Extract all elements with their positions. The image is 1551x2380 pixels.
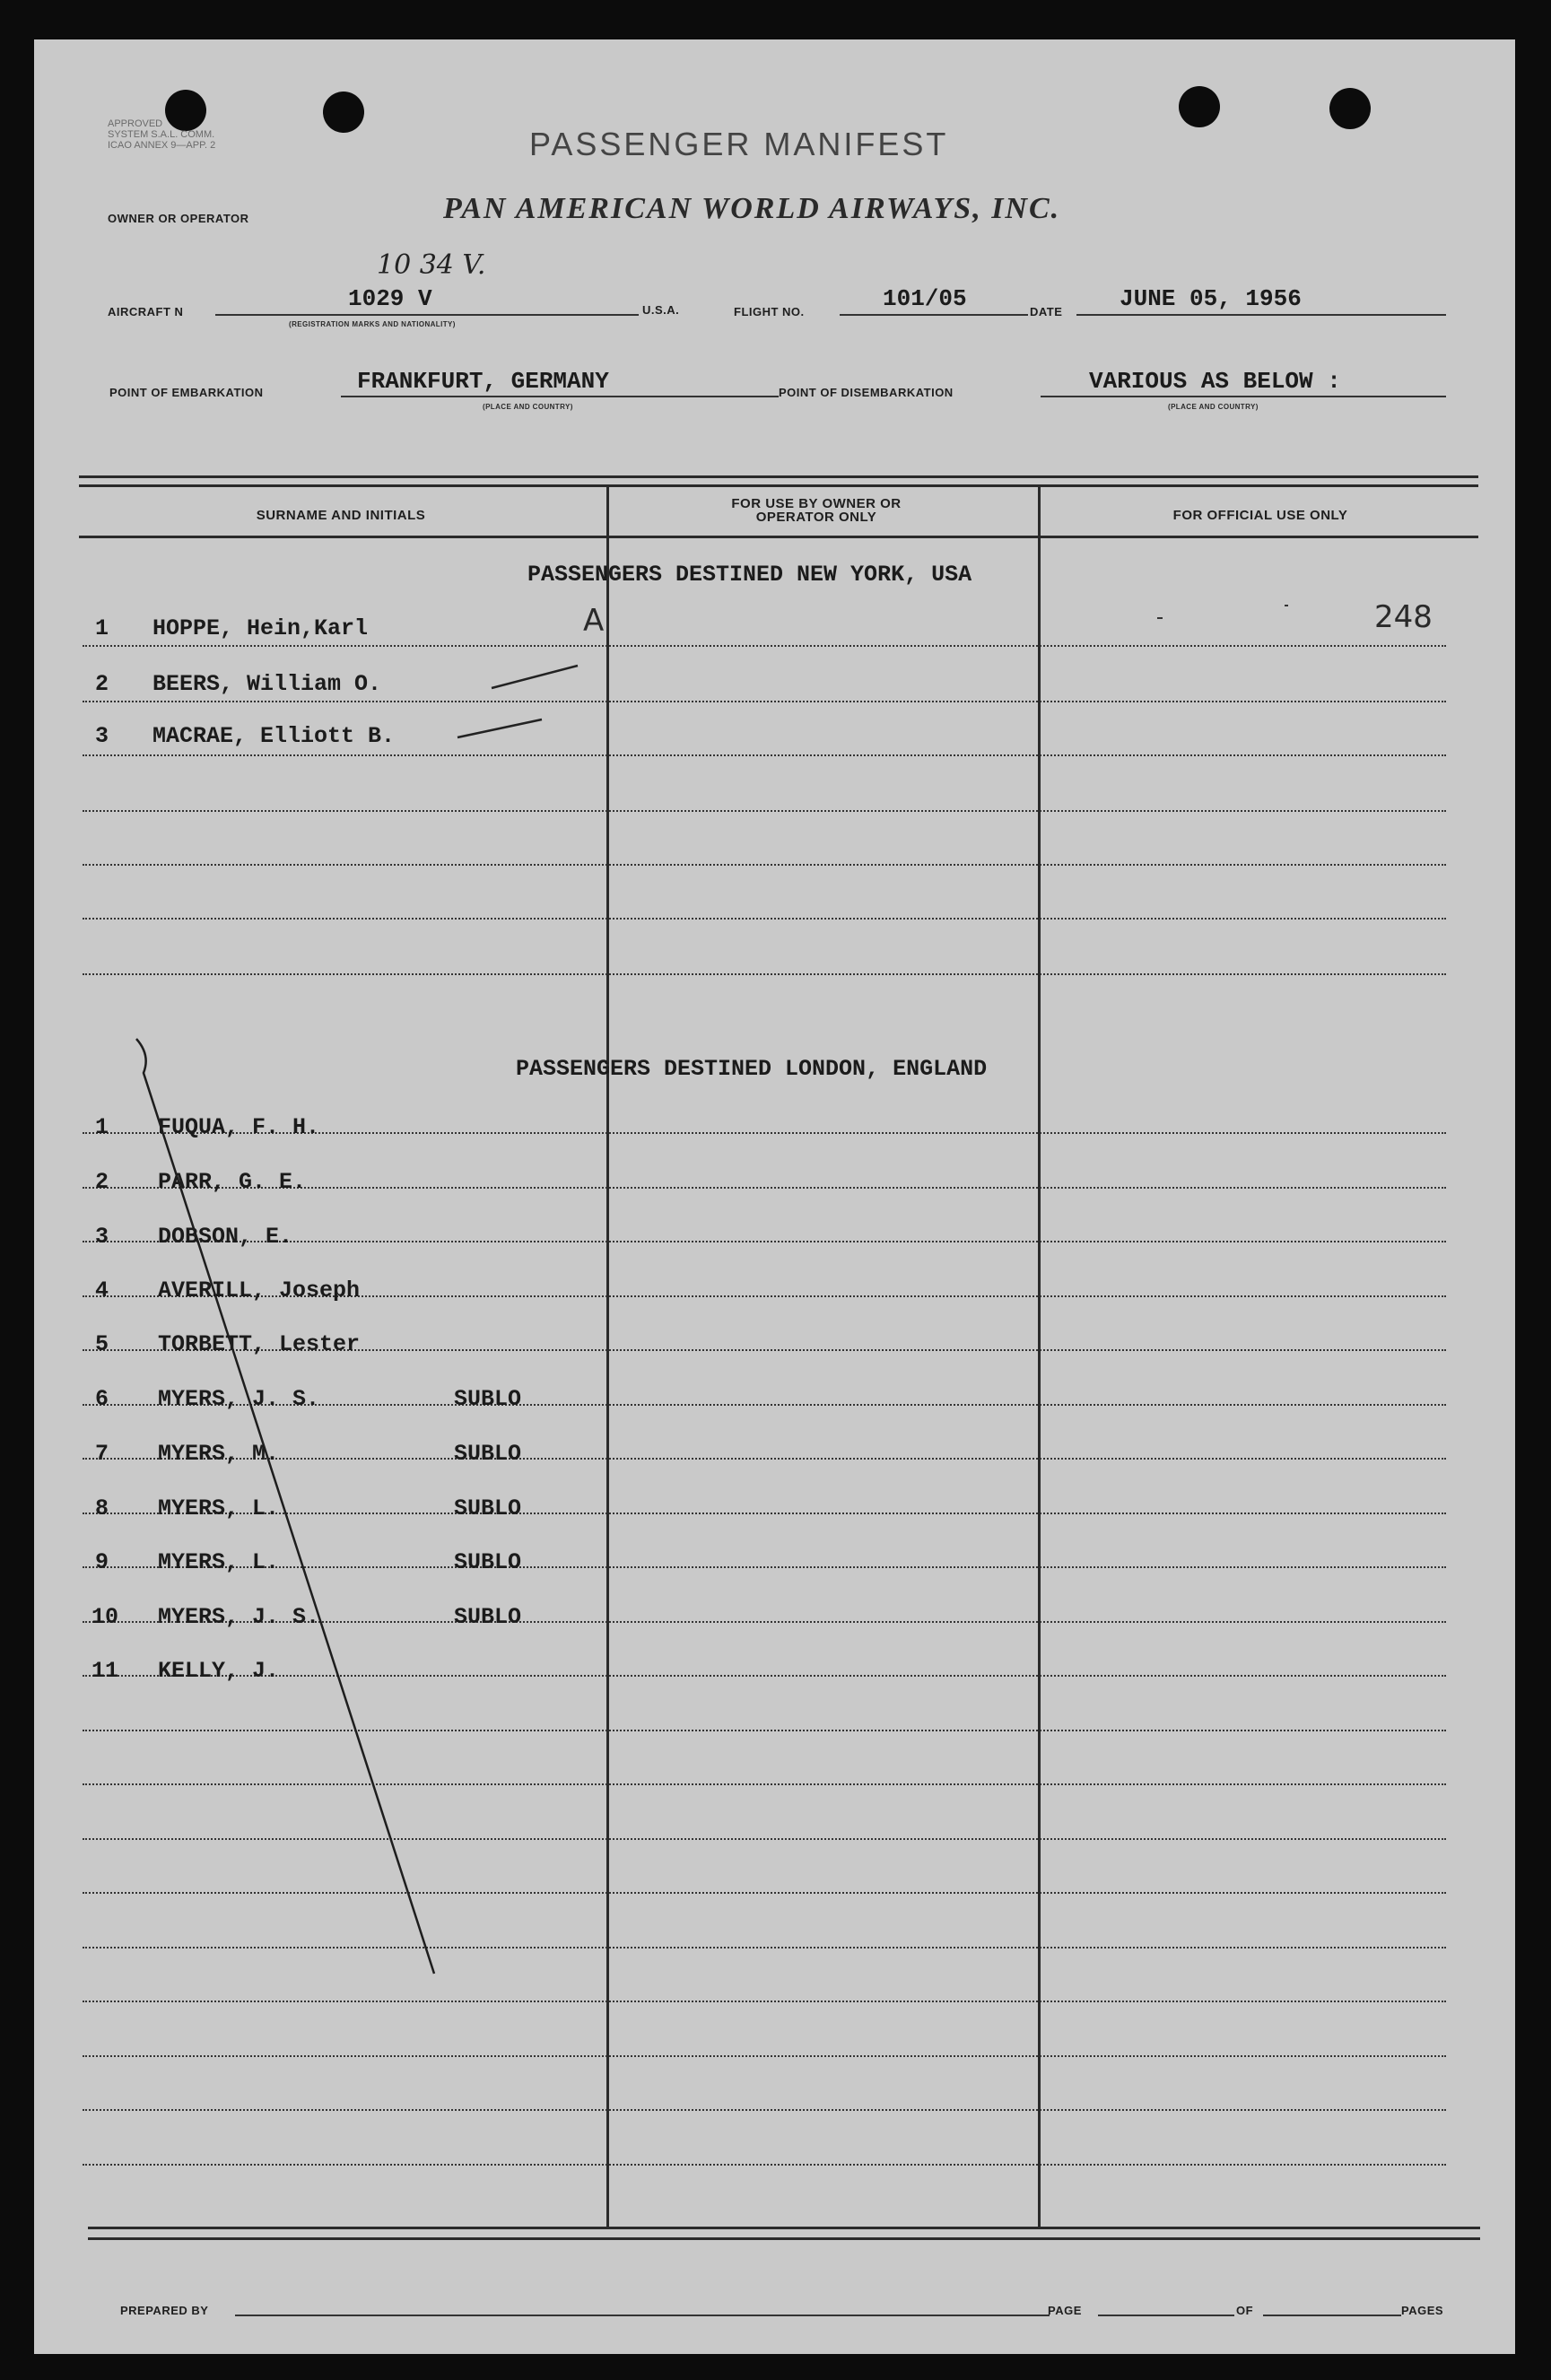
row-number: 11 [91,1658,119,1684]
row-number: 10 [91,1604,119,1630]
date-label: DATE [1030,305,1063,318]
owner-check-mark: A [583,603,605,639]
passenger-name: AVERILL, Joseph [158,1277,361,1303]
row-number: 1 [95,1114,109,1140]
passenger-name: MYERS, J. S. [158,1604,320,1630]
passenger-name: TORBETT, Lester [158,1331,361,1357]
row-number: 3 [95,723,109,749]
pen-stroke [457,719,542,737]
pen-stroke [492,666,578,688]
date-value: JUNE 05, 1956 [1120,285,1302,312]
row-number: 2 [95,671,109,697]
passenger-name: MACRAE, Elliott B. [152,723,396,749]
route-note: SUBLO [454,1386,522,1412]
owner-value: PAN AMERICAN WORLD AIRWAYS, INC. [443,192,1061,225]
section-heading-new-york: PASSENGERS DESTINED NEW YORK, USA [527,562,972,588]
route-note: SUBLO [454,1604,522,1630]
prepared-by-label: PREPARED BY [120,2304,209,2317]
embark-sublabel: (PLACE AND COUNTRY) [483,403,573,411]
passenger-name: KELLY, J. [158,1658,280,1684]
flight-value: 101/05 [883,285,967,312]
owner-label: OWNER OR OPERATOR [108,212,249,225]
aircraft-sublabel: (REGISTRATION MARKS AND NATIONALITY) [289,320,456,328]
strike-through-line [136,1039,434,1974]
passenger-name: BEERS, William O. [152,671,382,697]
passenger-name: MYERS, J. S. [158,1386,320,1412]
column-header-owner-use: FOR USE BY OWNER OR OPERATOR ONLY [731,496,902,525]
passenger-name: DOBSON, E. [158,1224,293,1250]
approval-stamp: APPROVED SYSTEM S.A.L. COMM. ICAO ANNEX 9—APP. 2 [108,118,216,151]
page-title: PASSENGER MANIFEST [529,126,949,162]
official-number: 248 [1374,599,1433,635]
row-number: 6 [95,1386,109,1412]
passenger-name: PARR, G. E. [158,1169,307,1195]
row-number: 4 [95,1277,109,1303]
page-count-line [1263,2315,1401,2316]
row-number: 9 [95,1549,109,1575]
flight-label: FLIGHT NO. [734,305,805,318]
passenger-name: MYERS, M. [158,1441,280,1467]
prepared-by-line [235,2315,1050,2316]
page-label: PAGE [1048,2304,1082,2317]
aircraft-label: AIRCRAFT N [108,305,184,318]
disembark-value: VARIOUS AS BELOW : [1089,368,1341,395]
embark-label: POINT OF EMBARKATION [109,386,264,399]
row-number: 7 [95,1441,109,1467]
column-header-official-use: FOR OFFICIAL USE ONLY [1172,508,1348,523]
pages-label: PAGES [1401,2304,1444,2317]
row-number: 8 [95,1495,109,1521]
usa-label: U.S.A. [642,303,680,317]
route-note: SUBLO [454,1495,522,1521]
section-heading-london: PASSENGERS DESTINED LONDON, ENGLAND [516,1056,988,1082]
route-note: SUBLO [454,1549,522,1575]
passenger-name: MYERS, L. [158,1549,280,1575]
passenger-name: FUQUA, F. H. [158,1114,320,1140]
disembark-label: POINT OF DISEMBARKATION [779,386,954,399]
of-label: OF [1236,2304,1254,2317]
disembark-sublabel: (PLACE AND COUNTRY) [1168,403,1259,411]
aircraft-value: 1029 V [348,285,432,312]
row-number: 3 [95,1224,109,1250]
row-number: 1 [95,615,109,641]
embark-value: FRANKFURT, GERMANY [357,368,609,395]
column-header-surname: SURNAME AND INITIALS [256,508,426,523]
row-number: 5 [95,1331,109,1357]
aircraft-handwritten: 10 34 V. [377,249,486,281]
row-number: 2 [95,1169,109,1195]
passenger-name: MYERS, L. [158,1495,280,1521]
page-number-line [1098,2315,1234,2316]
route-note: SUBLO [454,1441,522,1467]
passenger-name: HOPPE, Hein,Karl [152,615,369,641]
